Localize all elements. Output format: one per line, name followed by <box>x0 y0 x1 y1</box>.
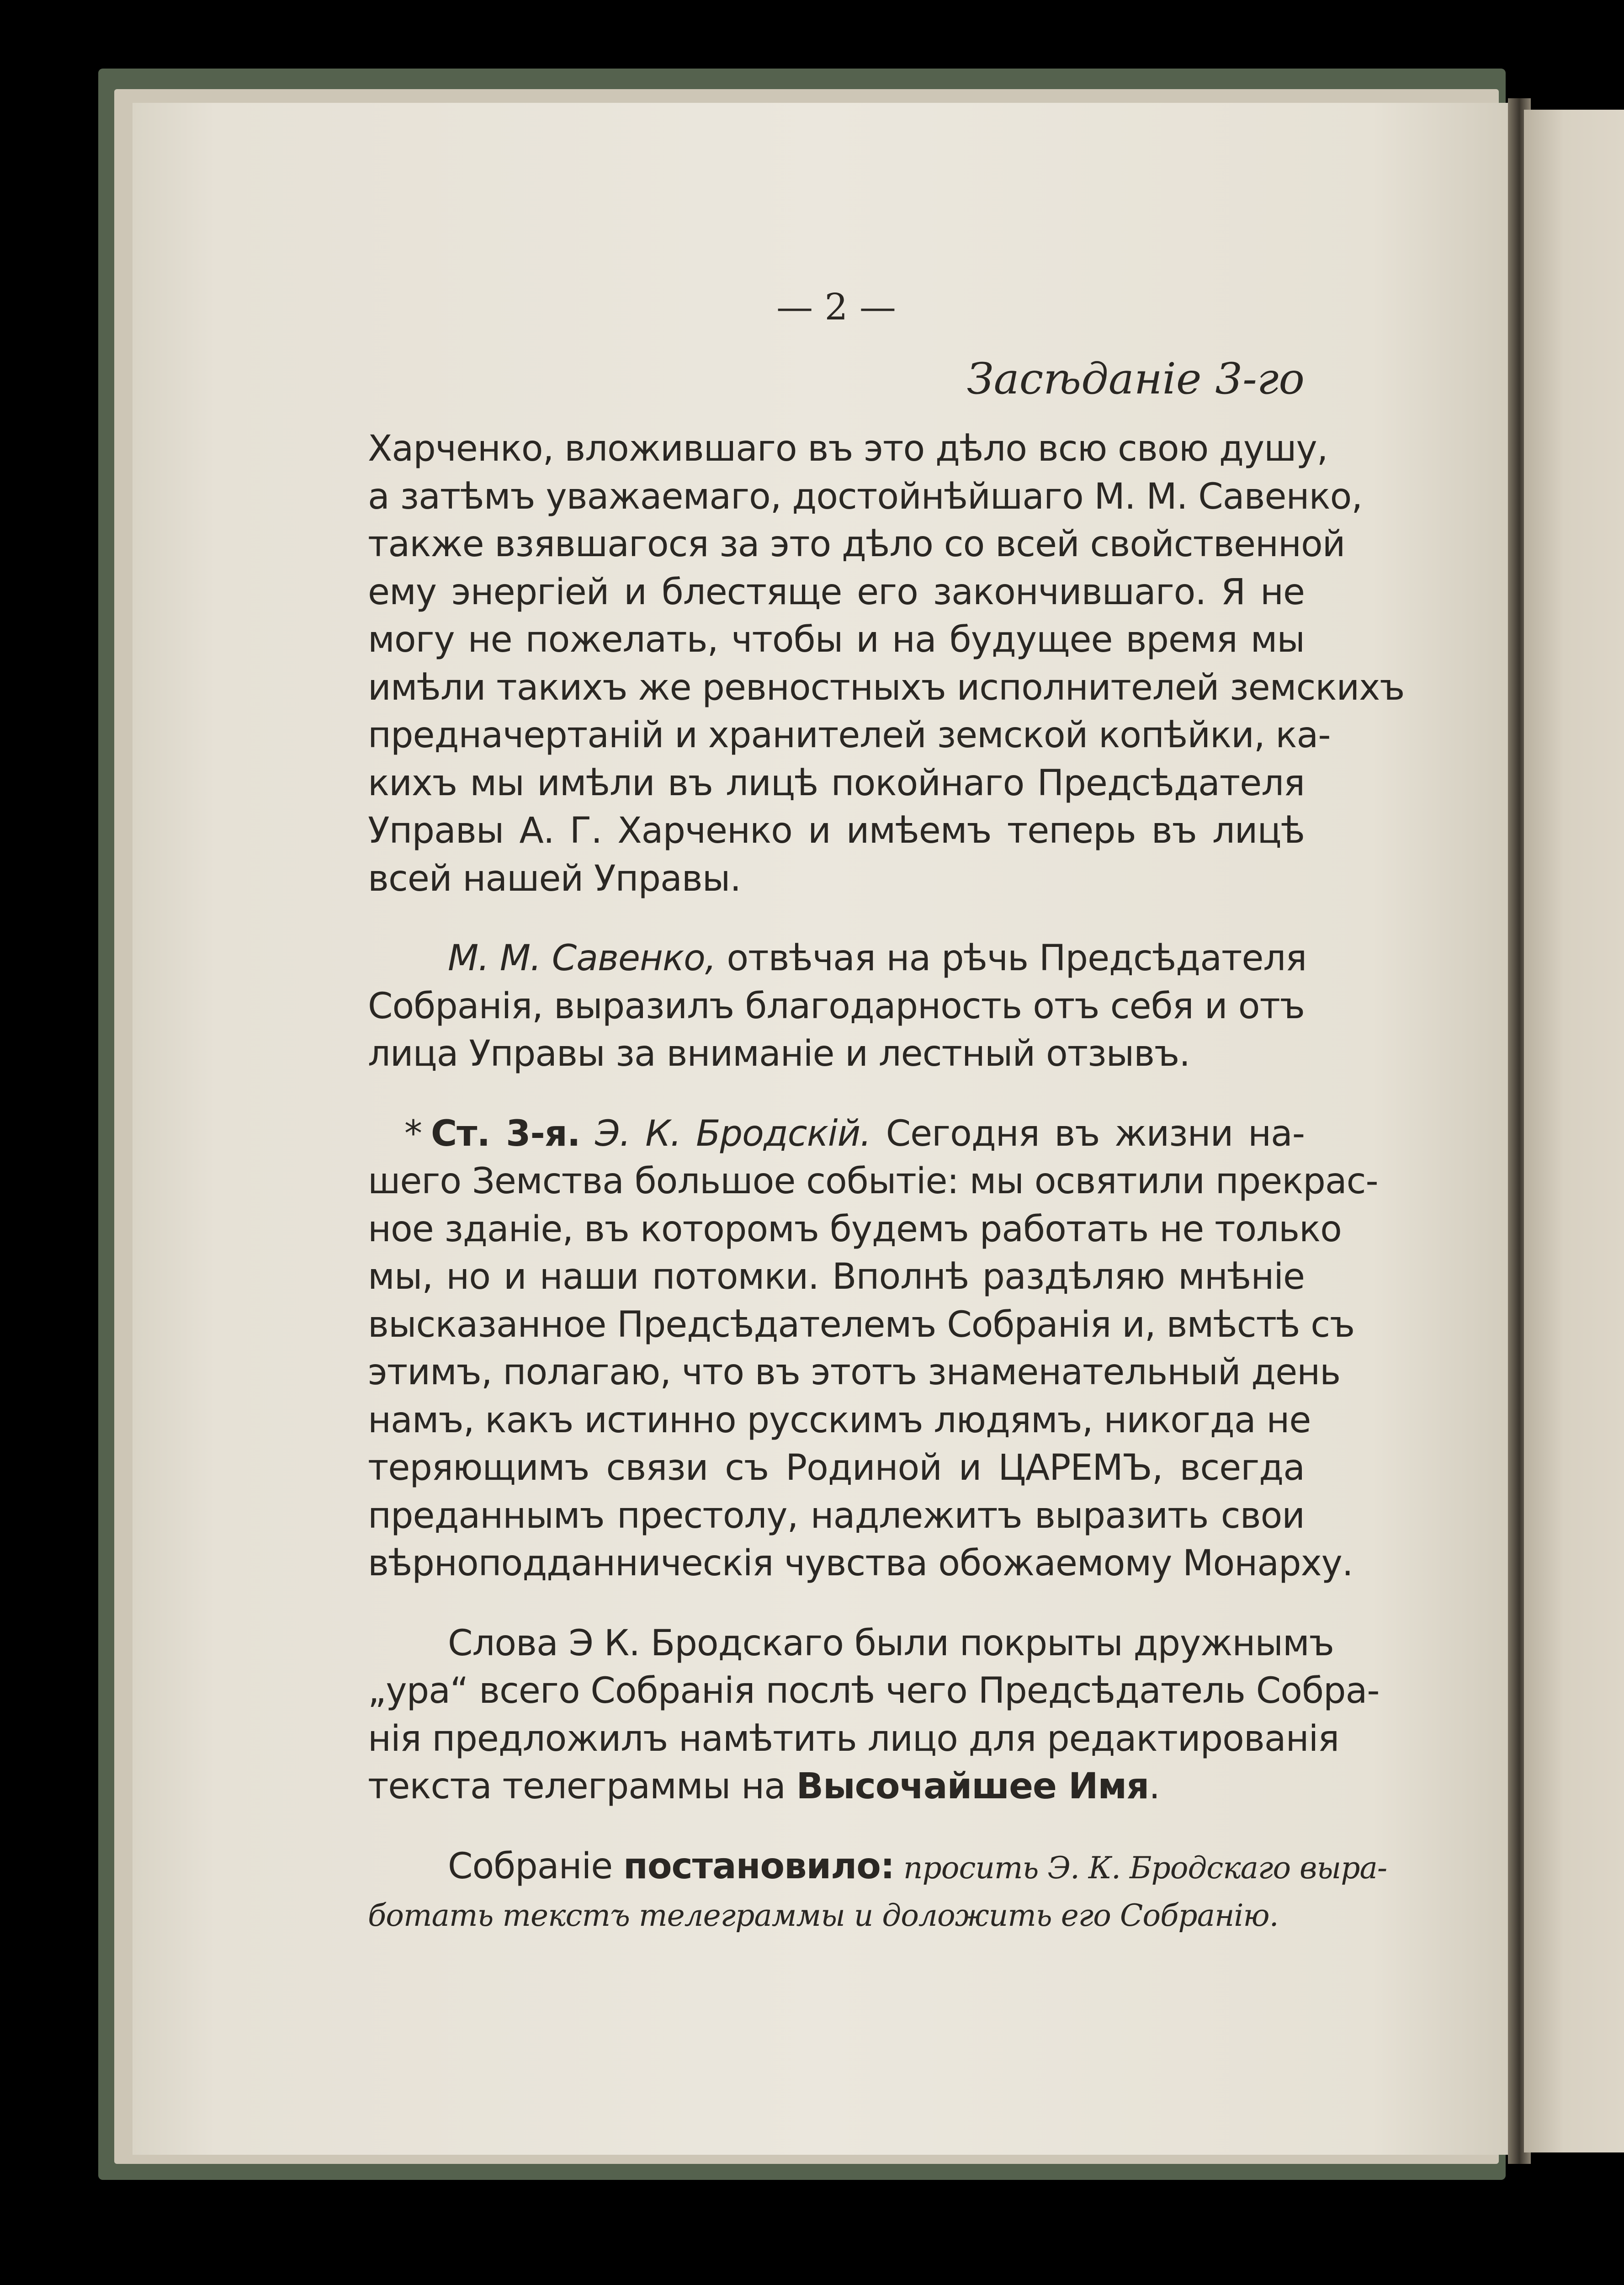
paragraph-3 <box>368 1110 1378 1588</box>
paragraph-5-resolution <box>368 1843 1387 1940</box>
text-line: преданнымъ престолу, надлежитъ выразить свои <box>368 1495 1305 1536</box>
page-number: — 2 — <box>776 286 896 328</box>
right-page-edge <box>1524 110 1624 2152</box>
text-line: нія предложилъ намѣтить лицо для редактированія <box>368 1718 1339 1759</box>
text-line: Управы А. Г. Харченко и имѣемъ теперь въ лицѣ <box>368 810 1305 851</box>
text-run: Собраніе <box>448 1845 624 1887</box>
text-line: Харченко, вложившаго въ это дѣло всю свою душу, <box>368 428 1328 469</box>
text-line: предначертаній и хранителей земской копѣйки, ка- <box>368 715 1331 756</box>
text-line: ему энергіей и блестяще его закончившаго. Я не <box>368 571 1305 613</box>
text-run: Сегодня въ жизни на- <box>870 1113 1305 1154</box>
text-line: также взявшагося за это дѣло со всей свойственной <box>368 524 1345 565</box>
paragraph-4 <box>368 1620 1380 1811</box>
resolution-text: просить Э. К. Бродскаго выра- <box>894 1850 1387 1886</box>
paragraph-1 <box>368 425 1405 903</box>
text-line: этимъ, полагаю, что въ этотъ знаменательный день <box>368 1352 1341 1393</box>
text-run: текста телеграммы на <box>368 1766 796 1807</box>
speaker-name: Э. К. Бродскій. <box>595 1113 871 1154</box>
text-line <box>368 935 1305 983</box>
page-text <box>368 283 1405 1940</box>
emphasis-title: Высочайшее Имя <box>796 1766 1149 1807</box>
resolution-keyword: постановило: <box>623 1845 895 1887</box>
text-line: кихъ мы имѣли въ лицѣ покойнаго Предсѣдателя <box>368 762 1305 804</box>
text-line: а затѣмъ уважаемаго, достойнѣйшаго М. М. Савенко, <box>368 476 1363 517</box>
text-line: высказанное Предсѣдателемъ Собранія и, вмѣстѣ съ <box>368 1304 1355 1345</box>
text-line: мы, но и наши потомки. Вполнѣ раздѣляю мнѣніе <box>368 1256 1305 1297</box>
text-run: отвѣчая на рѣчь Предсѣдателя <box>716 938 1307 979</box>
text-line: всей нашей Управы. <box>368 858 741 899</box>
text-line: Слова Э К. Бродскаго были покрыты дружнымъ <box>448 1622 1334 1664</box>
article-label: Ст. 3-я. <box>431 1113 580 1154</box>
text-line: шего Земства большое событіе: мы освятили прекрас- <box>368 1161 1378 1202</box>
text-line: „ура“ всего Собранія послѣ чего Предсѣдатель Собра- <box>368 1670 1380 1711</box>
text-line: имѣли такихъ же ревностныхъ исполнителей земскихъ <box>368 667 1405 708</box>
text-line: вѣрноподданническія чувства обожаемому Монарху. <box>368 1543 1353 1584</box>
text-line <box>368 1843 1387 1892</box>
text-line <box>368 1763 1305 1811</box>
text-line <box>368 1110 1305 1158</box>
running-head: Засѣданіе 3-го <box>967 354 1305 404</box>
paragraph-2 <box>368 935 1305 1078</box>
text-line: Собранія, выразилъ благодарность отъ себя и отъ <box>368 985 1305 1027</box>
asterisk-mark: * <box>404 1113 422 1154</box>
text-run: . <box>1149 1766 1160 1807</box>
resolution-text: ботать текстъ телеграммы и доложить его Собранію. <box>368 1898 1279 1933</box>
speaker-name: М. М. Савенко, <box>448 938 716 979</box>
text-line: намъ, какъ истинно русскимъ людямъ, никогда не <box>368 1399 1311 1441</box>
text-line: теряющимъ связи съ Родиной и ЦАРЕМЪ, всегда <box>368 1447 1305 1488</box>
text-line: ное зданіе, въ которомъ будемъ работать не только <box>368 1208 1342 1250</box>
text-line: лица Управы за вниманіе и лестный отзывъ. <box>368 1033 1190 1074</box>
text-line: могу не пожелать, чтобы и на будущее время мы <box>368 619 1305 660</box>
